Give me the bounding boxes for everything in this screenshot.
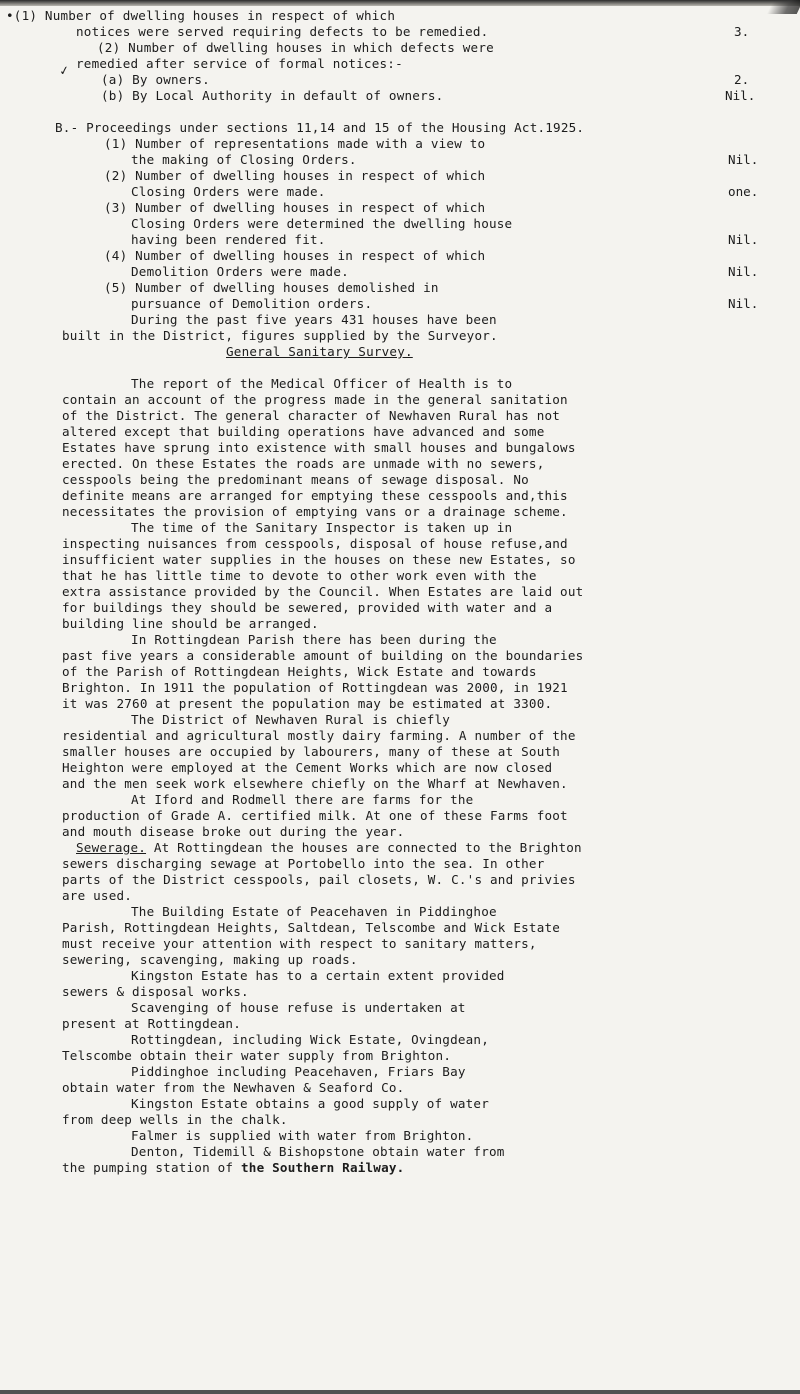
body-line: of the Parish of Rottingdean Heights, Wick Estate and towards: [62, 664, 537, 679]
body-line: of the District. The general character of Newhaven Rural has not: [62, 408, 561, 423]
body-line: from deep wells in the chalk.: [62, 1112, 288, 1127]
body-line: erected. On these Estates the roads are unmade with no sewers,: [62, 456, 545, 471]
header-line-4: remedied after service of formal notices:-: [76, 56, 403, 71]
item-5-value: Nil.: [728, 296, 759, 311]
item-1-line-b: the making of Closing Orders.: [131, 152, 357, 167]
body-line: cesspools being the predominant means of sewage disposal. No: [62, 472, 529, 487]
last-line: [62, 1160, 404, 1176]
survey-heading: General Sanitary Survey.: [226, 344, 413, 359]
built-line-2: built in the District, figures supplied by the Surveyor.: [62, 328, 498, 343]
body-line: Kingston Estate obtains a good supply of water: [131, 1096, 489, 1111]
header-line-2: notices were served requiring defects to be remedied.: [76, 24, 489, 39]
body-line: In Rottingdean Parish there has been during the: [131, 632, 497, 647]
body-line: are used.: [62, 888, 133, 903]
item-2-value: one.: [728, 184, 759, 199]
body-line: sewers & disposal works.: [62, 984, 249, 999]
body-line: altered except that building operations have advanced and some: [62, 424, 545, 439]
body-line: The report of the Medical Officer of Health is to: [131, 376, 513, 391]
body-line: past five years a considerable amount of building on the boundaries: [62, 648, 584, 663]
body-line: Scavenging of house refuse is undertaken at: [131, 1000, 466, 1015]
body-line: necessitates the provision of emptying vans or a drainage scheme.: [62, 504, 568, 519]
sewerage-text: At Rottingdean the houses are connected to the Brighton: [146, 840, 582, 855]
body-line: Parish, Rottingdean Heights, Saltdean, Telscombe and Wick Estate: [62, 920, 561, 935]
body-line: residential and agricultural mostly dairy farming. A number of the: [62, 728, 576, 743]
item-4-line-a: (4) Number of dwelling houses in respect of which: [104, 248, 486, 263]
body-line: present at Rottingdean.: [62, 1016, 241, 1031]
body-line: Kingston Estate has to a certain extent provided: [131, 968, 505, 983]
sewerage-label: Sewerage.: [76, 840, 147, 855]
section-b-title: B.- Proceedings under sections 11,14 and 15 of the Housing Act.1925.: [55, 120, 585, 135]
body-line: Brighton. In 1911 the population of Rottingdean was 2000, in 1921: [62, 680, 568, 695]
item-3-value: Nil.: [728, 232, 759, 247]
body-line: sewers discharging sewage at Portobello into the sea. In other: [62, 856, 545, 871]
body-line: for buildings they should be sewered, provided with water and a: [62, 600, 553, 615]
body-line: smaller houses are occupied by labourers, many of these at South: [62, 744, 561, 759]
scan-bottom-edge: [0, 1390, 800, 1394]
body-line: The District of Newhaven Rural is chiefly: [131, 712, 451, 727]
railway-name: the Southern Railway.: [241, 1160, 405, 1175]
body-line: that he has little time to devote to other work even with the: [62, 568, 537, 583]
item-4-value: Nil.: [728, 264, 759, 279]
body-line: Rottingdean, including Wick Estate, Ovingdean,: [131, 1032, 489, 1047]
body-line: building line should be arranged.: [62, 616, 319, 631]
body-line: it was 2760 at present the population may be estimated at 3300.: [62, 696, 553, 711]
header-value-served: 3.: [734, 24, 750, 39]
built-line-1: During the past five years 431 houses have been: [131, 312, 497, 327]
item-4-line-b: Demolition Orders were made.: [131, 264, 349, 279]
body-line: sewering, scavenging, making up roads.: [62, 952, 358, 967]
body-line: production of Grade A. certified milk. At one of these Farms foot: [62, 808, 568, 823]
body-line: must receive your attention with respect to sanitary matters,: [62, 936, 537, 951]
item-3-line-a: (3) Number of dwelling houses in respect of which: [104, 200, 486, 215]
body-line: obtain water from the Newhaven & Seaford Co.: [62, 1080, 405, 1095]
item-2-line-a: (2) Number of dwelling houses in respect of which: [104, 168, 486, 183]
item-1-value: Nil.: [728, 152, 759, 167]
body-line: definite means are arranged for emptying these cesspools and,this: [62, 488, 568, 503]
item-3-line-b: Closing Orders were determined the dwelling house: [131, 216, 513, 231]
item-3-line-c: having been rendered fit.: [131, 232, 326, 247]
item-2-line-b: Closing Orders were made.: [131, 184, 326, 199]
body-line: The Building Estate of Peacehaven in Piddinghoe: [131, 904, 497, 919]
body-line: Denton, Tidemill & Bishopstone obtain water from: [131, 1144, 505, 1159]
body-line: contain an account of the progress made in the general sanitation: [62, 392, 568, 407]
last-line-text: the pumping station of: [62, 1160, 241, 1175]
margin-tick-mark: ✓: [58, 62, 70, 80]
body-line: The time of the Sanitary Inspector is taken up in: [131, 520, 513, 535]
body-line: At Iford and Rodmell there are farms for the: [131, 792, 474, 807]
item-5-line-b: pursuance of Demolition orders.: [131, 296, 373, 311]
body-line: Heighton were employed at the Cement Works which are now closed: [62, 760, 553, 775]
header-value-owners: 2.: [734, 72, 750, 87]
body-line: inspecting nuisances from cesspools, disposal of house refuse,and: [62, 536, 568, 551]
header-line-5: (a) By owners.: [101, 72, 210, 87]
body-line: Piddinghoe including Peacehaven, Friars Bay: [131, 1064, 466, 1079]
header-line-6: (b) By Local Authority in default of owners.: [101, 88, 444, 103]
header-value-authority: Nil.: [725, 88, 756, 103]
body-line: Falmer is supplied with water from Brighton.: [131, 1128, 474, 1143]
body-line: parts of the District cesspools, pail closets, W. C.'s and privies: [62, 872, 576, 887]
scan-corner-mark: [767, 0, 800, 14]
item-5-line-a: (5) Number of dwelling houses demolished in: [104, 280, 439, 295]
header-line-1: •(1) Number of dwelling houses in respect of which: [6, 8, 396, 23]
header-line-3: (2) Number of dwelling houses in which defects were: [97, 40, 494, 55]
body-line: insufficient water supplies in the houses on these new Estates, so: [62, 552, 576, 567]
item-1-line-a: (1) Number of representations made with a view to: [104, 136, 486, 151]
body-line: Estates have sprung into existence with small houses and bungalows: [62, 440, 576, 455]
body-line: Telscombe obtain their water supply from Brighton.: [62, 1048, 452, 1063]
scan-top-edge: [0, 0, 800, 6]
body-line: extra assistance provided by the Council. When Estates are laid out: [62, 584, 584, 599]
sewerage-line: [76, 840, 582, 856]
body-line: and the men seek work elsewhere chiefly on the Wharf at Newhaven.: [62, 776, 568, 791]
body-line: and mouth disease broke out during the year.: [62, 824, 405, 839]
